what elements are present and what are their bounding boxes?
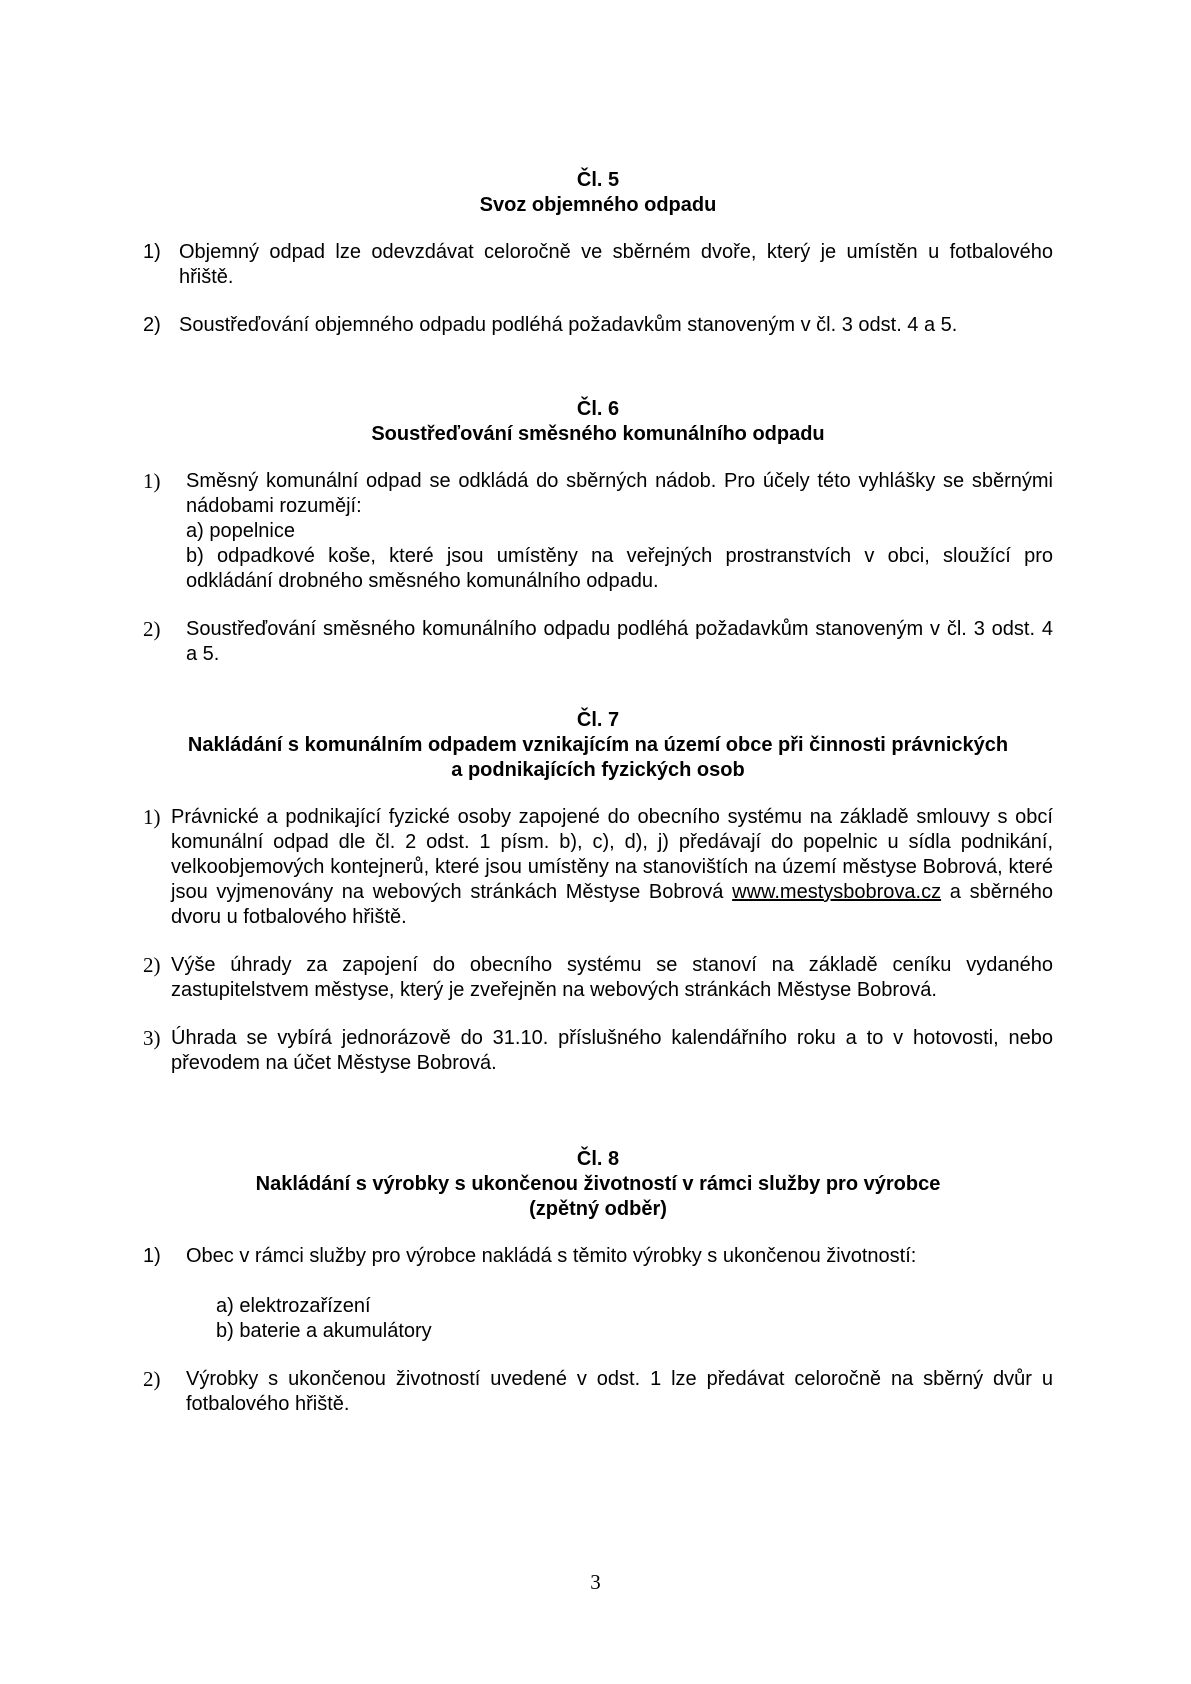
item-number: 3) xyxy=(143,1026,161,1050)
item-number: 2) xyxy=(143,617,161,641)
article-6-item-1 xyxy=(143,469,1053,594)
article-7 xyxy=(143,708,1053,1076)
sub-item-a: a) elektrozařízení xyxy=(216,1295,371,1317)
article-8-title-line-2: (zpětný odběr) xyxy=(529,1198,667,1220)
item-number: 1) xyxy=(143,469,161,493)
article-8-title-line-1: Nakládání s výrobky s ukončenou životností v rámci služby pro výrobce xyxy=(255,1173,941,1195)
item-number: 1) xyxy=(143,1245,161,1267)
article-7-item-3 xyxy=(143,1026,1053,1076)
sub-item-b: b) baterie a akumulátory xyxy=(216,1320,432,1342)
sub-list xyxy=(216,1294,1053,1344)
article-7-number: Čl. 7 xyxy=(576,709,620,731)
item-text: Směsný komunální odpad se odkládá do sběrných nádob. Pro účely této vyhlášky se sběrnými nádobami rozumějí: xyxy=(186,470,1053,517)
sub-item-a: a) popelnice xyxy=(186,520,295,542)
item-text: Soustřeďování směsného komunálního odpadu podléhá požadavkům stanoveným v čl. 3 odst. 4 a 5. xyxy=(186,618,1053,665)
article-6-title: Soustřeďování směsného komunálního odpadu xyxy=(371,423,825,445)
item-body xyxy=(186,1244,1053,1344)
website-link[interactable]: www.mestysbobrova.cz xyxy=(732,881,942,903)
item-text: Výše úhrady za zapojení do obecního systému se stanoví na základě ceníku vydaného zastupitelstvem městyse, který je zveřejněn na webových stránkách Městyse Bobrová. xyxy=(171,954,1053,1001)
article-5-number: Čl. 5 xyxy=(576,169,620,191)
article-6-item-2 xyxy=(143,617,1053,667)
article-5 xyxy=(143,168,1053,338)
article-6-number: Čl. 6 xyxy=(576,398,620,420)
sub-item-b: b) odpadkové koše, které jsou umístěny na veřejných prostranstvích v obci, sloužící pro odkládání drobného směsného komunálního odpadu. xyxy=(186,545,1053,592)
article-5-item-1 xyxy=(143,240,1053,290)
article-8-item-1 xyxy=(143,1244,1053,1344)
item-number: 1) xyxy=(143,241,161,263)
article-8 xyxy=(143,1147,1053,1417)
item-number: 2) xyxy=(143,314,161,336)
page-number: 3 xyxy=(590,1570,601,1594)
item-body xyxy=(186,469,1053,594)
article-7-title-line-2: a podnikajících fyzických osob xyxy=(451,759,745,781)
item-number: 2) xyxy=(143,953,161,977)
article-8-item-2 xyxy=(143,1367,1053,1417)
item-number: 2) xyxy=(143,1367,161,1391)
article-5-item-2 xyxy=(143,313,1053,338)
article-7-title-line-1: Nakládání s komunálním odpadem vznikajícím na území obce při činnosti právnických xyxy=(187,734,1009,756)
article-6 xyxy=(143,397,1053,667)
item-number: 1) xyxy=(143,805,161,829)
item-text-end: a sběrného dvoru u fotbalového hřiště. xyxy=(171,881,1054,928)
item-text: Výrobky s ukončenou životností uvedené v odst. 1 lze předávat celoročně na sběrný dvůr u fotbalového hřiště. xyxy=(186,1368,1053,1415)
item-body xyxy=(171,805,1053,930)
article-8-number: Čl. 8 xyxy=(576,1148,620,1170)
item-text: Objemný odpad lze odevzdávat celoročně ve sběrném dvoře, který je umístěn u fotbalového hřiště. xyxy=(179,241,1053,288)
item-text: Úhrada se vybírá jednorázově do 31.10. příslušného kalendářního roku a to v hotovosti, nebo převodem na účet Městyse Bobrová. xyxy=(171,1027,1053,1074)
item-text: Právnické a podnikající fyzické osoby zapojené do obecního systému na základě smlouvy s obcí komunální odpad dle čl. 2 odst. 1 písm. b), c), d), j) předávají do popelnic u sídla podnikání, velkoobjemových kontejnerů, které jsou umístěny na stanovištích na území městyse Bobrová, které jsou vyjmenovány na webových stránkách Městyse Bobrová xyxy=(171,806,1053,903)
article-7-item-2 xyxy=(143,953,1053,1003)
item-text: Soustřeďování objemného odpadu podléhá požadavkům stanoveným v čl. 3 odst. 4 a 5. xyxy=(179,314,958,336)
article-7-item-1 xyxy=(143,805,1053,930)
article-5-title: Svoz objemného odpadu xyxy=(479,194,717,216)
item-text: Obec v rámci služby pro výrobce nakládá s těmito výrobky s ukončenou životností: xyxy=(186,1245,917,1267)
